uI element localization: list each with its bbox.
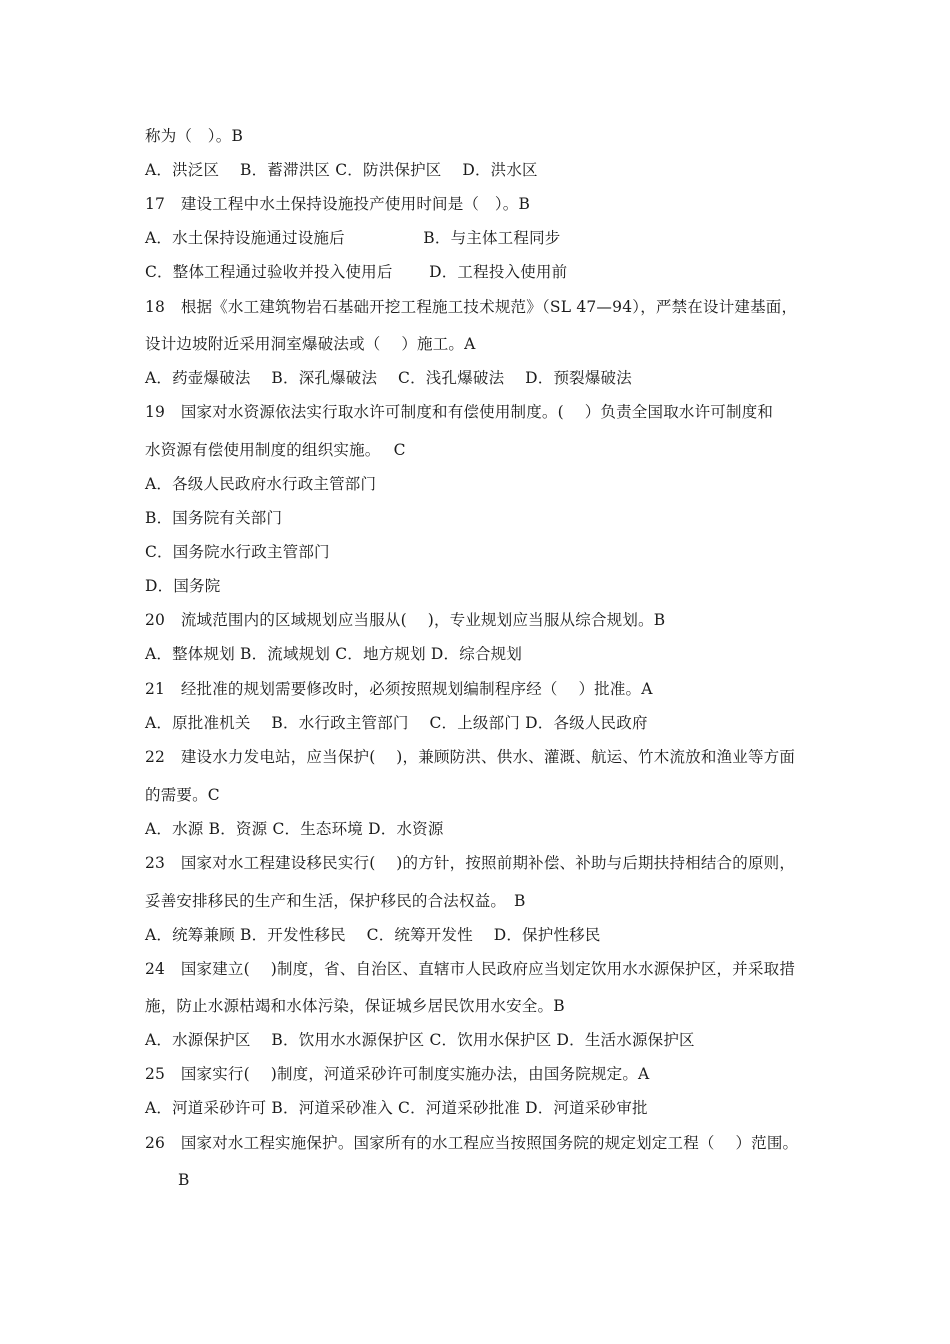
question-16-continuation: 称为（ ）。B: [145, 127, 244, 145]
question-24-stem-continued: 施，防止水源枯竭和水体污染，保证城乡居民饮用水安全。B: [145, 997, 565, 1015]
question-19-option-b: B．国务院有关部门: [145, 509, 283, 527]
question-24-options: A．水源保护区 B．饮用水水源保护区 C．饮用水保护区 D．生活水源保护区: [145, 1031, 695, 1049]
question-20-stem: 20 流域范围内的区域规划应当服从( )，专业规划应当服从综合规划。B: [145, 611, 666, 629]
question-18-stem: 18 根据《水工建筑物岩石基础开挖工程施工技术规范》（SL 47—94），严禁在设计建基面，: [145, 298, 798, 316]
question-16-options: A．洪泛区 B．蓄滞洪区 C．防洪保护区 D．洪水区: [145, 161, 538, 179]
question-25-options: A．河道采砂许可 B．河道采砂准入 C．河道采砂批准 D．河道采砂审批: [145, 1099, 648, 1117]
question-25-stem: 25 国家实行( )制度，河道采砂许可制度实施办法，由国务院规定。A: [145, 1065, 650, 1083]
question-18-options: A．药壶爆破法 B．深孔爆破法 C．浅孔爆破法 D．预裂爆破法: [145, 369, 632, 387]
question-22-stem: 22 建设水力发电站，应当保护( )，兼顾防洪、供水、灌溉、航运、竹木流放和渔业等方面: [145, 748, 796, 766]
question-20-options: A．整体规划 B．流域规划 C．地方规划 D．综合规划: [145, 645, 523, 663]
question-23-stem-continued: 妥善安排移民的生产和生活，保护移民的合法权益。 B: [145, 892, 526, 910]
question-22-stem-continued: 的需要。C: [145, 786, 220, 804]
question-24-stem: 24 国家建立( )制度，省、自治区、直辖市人民政府应当划定饮用水水源保护区，并采取措: [145, 960, 796, 978]
question-19-stem: 19 国家对水资源依法实行取水许可制度和有偿使用制度。( ）负责全国取水许可制度和: [145, 403, 774, 421]
question-19-option-a: A．各级人民政府水行政主管部门: [145, 475, 377, 493]
question-17-stem: 17 建设工程中水土保持设施投产使用时间是（ ）。B: [145, 195, 531, 213]
question-18-stem-continued: 设计边坡附近采用洞室爆破法或（ ）施工。A: [145, 335, 476, 353]
question-17-options-cd: C．整体工程通过验收并投入使用后 D．工程投入使用前: [145, 263, 568, 281]
question-21-options: A．原批准机关 B．水行政主管部门 C．上级部门 D．各级人民政府: [145, 714, 648, 732]
question-23-stem: 23 国家对水工程建设移民实行( )的方针，按照前期补偿、补助与后期扶持相结合的原则，: [145, 854, 796, 872]
question-22-options: A．水源 B．资源 C．生态环境 D．水资源: [145, 820, 444, 838]
question-26-answer: B: [178, 1171, 190, 1189]
question-26-stem: 26 国家对水工程实施保护。国家所有的水工程应当按照国务院的规定划定工程（ ）范围。: [145, 1134, 799, 1152]
question-19-option-d: D．国务院: [145, 577, 221, 595]
question-21-stem: 21 经批准的规划需要修改时，必须按照规划编制程序经（ ）批准。A: [145, 680, 653, 698]
question-23-options: A．统筹兼顾 B．开发性移民 C．统筹开发性 D．保护性移民: [145, 926, 601, 944]
question-19-option-c: C．国务院水行政主管部门: [145, 543, 330, 561]
question-19-stem-continued: 水资源有偿使用制度的组织实施。 C: [145, 441, 406, 459]
question-17-options-ab: A．水土保持设施通过设施后 B．与主体工程同步: [145, 229, 561, 247]
